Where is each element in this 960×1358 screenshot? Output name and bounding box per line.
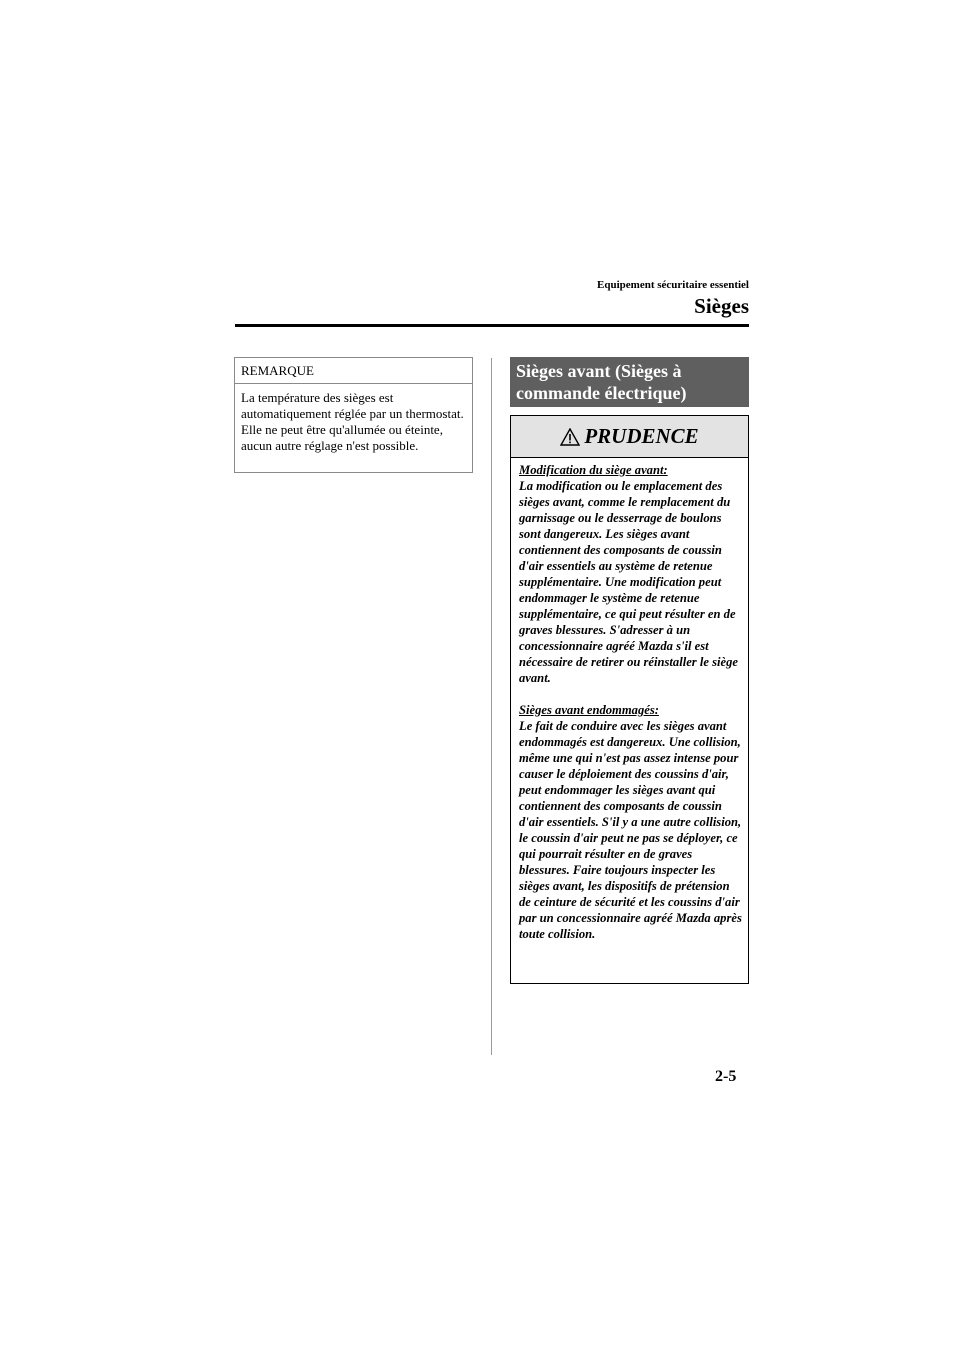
caution-label: PRUDENCE <box>584 424 699 448</box>
header-divider <box>235 324 749 327</box>
note-body: La température des sièges est automatiquement réglée par un thermostat. Elle ne peut être qu'allumée ou éteinte, aucun autre réglage n'est possible. <box>241 390 464 453</box>
page-title: Sièges <box>694 294 749 318</box>
chapter-title: Equipement sécuritaire essentiel <box>597 279 749 291</box>
page-number: 2-5 <box>715 1068 737 1085</box>
caution-subheading: Modification du siège avant: <box>519 463 668 477</box>
caution-header <box>511 416 748 458</box>
note-title: REMARQUE <box>235 358 472 384</box>
column-divider <box>491 358 492 1055</box>
caution-subheading: Sièges avant endommagés: <box>519 703 659 717</box>
note-box <box>234 357 473 473</box>
caution-paragraph: Le fait de conduire avec les sièges avant endommagés est dangereux. Une collision, même une qui n'est pas assez intense pour causer le déploiement des coussins d'air, peut endommager les sièges avant qui contiennent des composants de coussin d'air essentiels. S'il y a une autre collision, le coussin d'air peut ne pas se déployer, ce qui pourrait résulter en de graves blessures. Faire toujours inspecter les sièges avant, les dispositifs de prétension de ceinture de sécurité et les coussins d'air par un concessionnaire agréé Mazda après toute collision. <box>519 719 742 941</box>
caution-box <box>510 415 749 984</box>
section-heading: Sièges avant (Sièges à commande électrique) <box>510 357 749 407</box>
caution-body <box>511 458 748 942</box>
warning-triangle-icon <box>560 428 580 446</box>
caution-paragraph: La modification ou le emplacement des sièges avant, comme le remplacement du garnissage ou le desserrage de boulons sont dangereux. Les sièges avant contiennent des composants de coussin d'air essentiels au système de retenue supplémentaire. Une modification peut endommager le système de retenue supplémentaire, ce qui peut résulter en de graves blessures. S'adresser à un concessionnaire agréé Mazda s'il est nécessaire de retirer ou réinstaller le siège avant. <box>519 479 738 685</box>
